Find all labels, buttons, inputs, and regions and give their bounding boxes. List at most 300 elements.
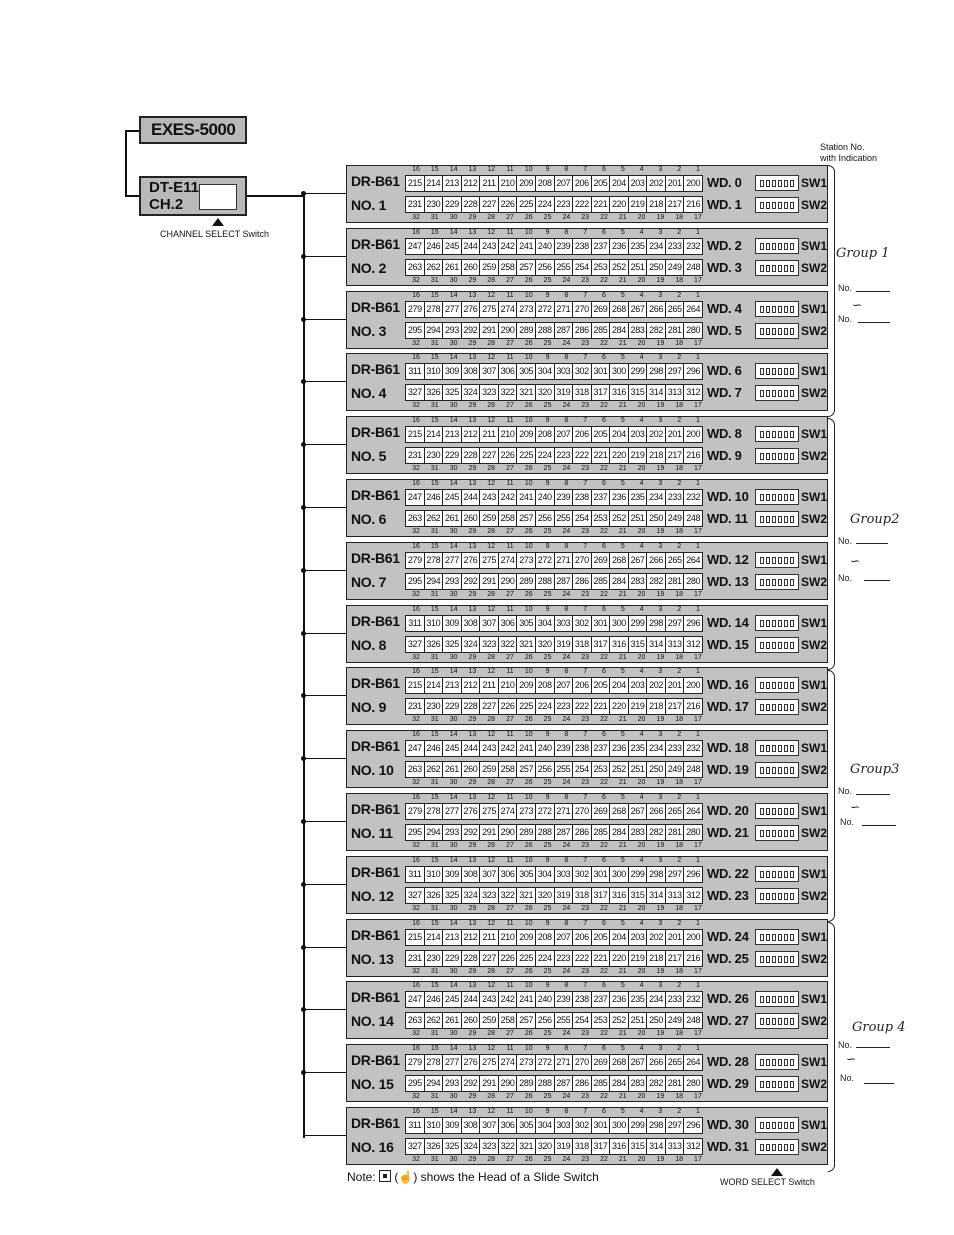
bit-numbers-top <box>407 292 707 300</box>
bit-numbers-bottom <box>407 1156 707 1164</box>
bus-branch-line <box>305 821 346 822</box>
bit-number: 20 <box>637 340 646 347</box>
address-cell: 317 <box>592 385 611 400</box>
address-cell: 243 <box>480 992 499 1007</box>
bit-number: 25 <box>543 716 552 723</box>
word-select-switch-2[interactable] <box>755 1139 799 1155</box>
bit-number: 3 <box>658 480 663 487</box>
bit-number: 3 <box>658 292 663 299</box>
bus-trunk-line <box>303 195 305 1138</box>
dip-slot <box>760 1081 764 1088</box>
address-cell: 240 <box>536 490 555 505</box>
bit-number: 2 <box>677 857 682 864</box>
address-cell: 324 <box>462 385 481 400</box>
address-cell: 291 <box>480 1076 499 1091</box>
word-select-switch-1[interactable] <box>755 175 799 191</box>
group3-range-mark: ∽ <box>850 800 861 814</box>
bit-number: 20 <box>637 528 646 535</box>
bit-number: 2 <box>677 982 682 989</box>
address-cell: 200 <box>686 680 701 690</box>
switch-label-1: SW1 <box>801 1055 828 1069</box>
dip-slot <box>790 265 794 272</box>
address-cell: 257 <box>517 511 536 526</box>
address-cell: 253 <box>592 762 611 777</box>
station-panel <box>346 667 828 725</box>
address-cell: 226 <box>499 699 518 714</box>
word-select-switch-2[interactable] <box>755 825 799 841</box>
address-cell: 230 <box>425 448 444 463</box>
bit-number: 25 <box>543 402 552 409</box>
address-cell: 206 <box>573 930 592 945</box>
address-cell: 223 <box>555 197 574 212</box>
word-select-switch-2[interactable] <box>755 385 799 401</box>
bit-number: 10 <box>524 543 533 550</box>
bit-number: 23 <box>581 277 590 284</box>
address-cell: 251 <box>629 260 648 275</box>
address-cell: 249 <box>666 260 685 275</box>
address-cell: 261 <box>443 260 462 275</box>
bit-numbers-top <box>407 920 707 928</box>
address-cell: 219 <box>629 951 648 966</box>
word-select-switch-2[interactable] <box>755 511 799 527</box>
dip-slot <box>772 956 776 963</box>
word-label-lower: WD. 11 <box>707 511 748 526</box>
bit-number: 5 <box>620 668 625 675</box>
address-cell: 269 <box>592 553 611 568</box>
word-select-switch-1[interactable] <box>755 866 799 882</box>
bit-number: 1 <box>696 668 700 675</box>
bit-number: 31 <box>430 905 439 912</box>
dip-slot <box>790 767 794 774</box>
bit-number: 23 <box>581 968 590 975</box>
bit-number: 17 <box>694 905 702 912</box>
bit-number: 2 <box>677 1108 682 1115</box>
dip-slot <box>772 1144 776 1151</box>
word-select-switch-1[interactable] <box>755 1117 799 1133</box>
dip-slot <box>778 1144 782 1151</box>
bus-junction-dot <box>301 568 306 573</box>
address-cell: 254 <box>573 762 592 777</box>
dip-slot <box>766 328 770 335</box>
address-cell: 313 <box>666 385 685 400</box>
bit-number: 31 <box>430 591 439 598</box>
bit-number: 18 <box>675 528 684 535</box>
word-label-upper: WD. 20 <box>707 803 749 818</box>
bus-junction-dot <box>301 693 306 698</box>
word-select-switch-1[interactable] <box>755 740 799 756</box>
dip-slot <box>784 808 788 815</box>
word-select-switch-1[interactable] <box>755 615 799 631</box>
station-panel <box>346 353 828 411</box>
bit-number: 28 <box>487 465 496 472</box>
dip-slot <box>778 431 782 438</box>
address-cell: 282 <box>647 323 666 338</box>
switch-label-2: SW2 <box>801 449 828 463</box>
dip-slot <box>784 704 788 711</box>
word-label-lower: WD. 23 <box>707 888 749 903</box>
station-number: NO. 13 <box>351 951 394 967</box>
address-cell: 265 <box>666 302 685 317</box>
group4-blank-start <box>856 1047 890 1048</box>
address-cell: 299 <box>629 364 648 379</box>
bit-number: 14 <box>449 606 458 613</box>
word-select-switch-1[interactable] <box>755 489 799 505</box>
bit-number: 5 <box>620 417 625 424</box>
address-cell: 289 <box>517 1076 536 1091</box>
bit-number: 6 <box>602 166 606 173</box>
address-cell: 250 <box>647 511 666 526</box>
bit-number: 8 <box>564 606 569 613</box>
dip-slot <box>790 1018 794 1025</box>
bit-number: 25 <box>543 1093 552 1100</box>
address-cell: 282 <box>647 574 666 589</box>
dip-slot <box>784 682 788 689</box>
address-cell: 263 <box>406 1013 425 1028</box>
bit-number: 25 <box>543 654 552 661</box>
address-cell: 319 <box>555 1139 574 1154</box>
bus-branch-line <box>305 256 346 257</box>
station-number: NO. 4 <box>351 385 387 401</box>
dip-slot <box>778 494 782 501</box>
bit-number: 14 <box>449 982 458 989</box>
dip-slot <box>766 431 770 438</box>
word-select-switch-1[interactable] <box>755 363 799 379</box>
word-select-switch-1[interactable] <box>755 238 799 254</box>
bit-number: 6 <box>602 1045 606 1052</box>
switch-label-2: SW2 <box>801 826 828 840</box>
bit-number: 8 <box>564 292 569 299</box>
bit-number: 5 <box>620 982 625 989</box>
bit-number: 9 <box>545 794 550 801</box>
bit-number: 27 <box>506 842 514 849</box>
dip-slot <box>778 390 782 397</box>
bit-number: 20 <box>637 968 646 975</box>
bit-number: 9 <box>545 1108 550 1115</box>
switch-label-1: SW1 <box>801 490 828 504</box>
word-select-switch-2[interactable] <box>755 1076 799 1092</box>
address-cell: 256 <box>536 762 555 777</box>
address-row-lower <box>405 1075 703 1092</box>
dip-slot <box>760 1018 764 1025</box>
bit-number: 1 <box>696 794 700 801</box>
word-label-upper: WD. 10 <box>707 489 749 504</box>
bit-number: 13 <box>468 668 477 675</box>
bit-number: 13 <box>468 1108 477 1115</box>
word-select-switch-2[interactable] <box>755 574 799 590</box>
address-cell: 241 <box>517 490 536 505</box>
group3-blank-start <box>856 794 890 795</box>
bit-number: 1 <box>696 480 700 487</box>
address-cell: 211 <box>480 930 499 945</box>
station-number: NO. 3 <box>351 323 387 339</box>
bit-number: 14 <box>449 1108 458 1115</box>
bit-number: 12 <box>487 857 496 864</box>
address-cell: 201 <box>666 427 685 442</box>
dip-slot <box>778 328 782 335</box>
address-cell: 302 <box>573 1118 592 1133</box>
bit-numbers-bottom <box>407 968 707 976</box>
address-cell: 261 <box>443 511 462 526</box>
group3-no-label2: No. <box>840 817 855 827</box>
bit-number: 22 <box>600 528 608 535</box>
bit-number: 28 <box>487 214 496 221</box>
bit-number: 5 <box>620 857 625 864</box>
bit-number: 4 <box>639 606 644 613</box>
address-cell: 313 <box>666 888 685 903</box>
address-cell: 276 <box>462 553 481 568</box>
dip-slot <box>772 431 776 438</box>
bit-number: 5 <box>620 731 625 738</box>
address-cell: 311 <box>406 867 425 882</box>
bit-number: 25 <box>543 1156 552 1163</box>
address-row-lower <box>405 1012 703 1029</box>
address-cell: 311 <box>406 616 425 631</box>
group2-no-label: No. <box>838 536 853 546</box>
dip-slot <box>772 934 776 941</box>
address-cell: 248 <box>686 764 701 774</box>
word-select-switch-2[interactable] <box>755 951 799 967</box>
bit-number: 26 <box>524 214 533 221</box>
address-cell: 299 <box>629 1118 648 1133</box>
dip-slot <box>760 808 764 815</box>
bit-number: 29 <box>468 905 477 912</box>
dip-slot <box>784 431 788 438</box>
address-cell: 311 <box>406 1118 425 1133</box>
bit-number: 21 <box>618 214 627 221</box>
address-cell: 295 <box>406 825 425 840</box>
bit-number: 10 <box>524 354 533 361</box>
bit-number: 23 <box>581 340 590 347</box>
bit-number: 31 <box>430 277 439 284</box>
address-cell: 310 <box>425 1118 444 1133</box>
bit-number: 15 <box>430 292 439 299</box>
bit-number: 31 <box>430 654 439 661</box>
bit-number: 8 <box>564 354 569 361</box>
address-cell: 315 <box>629 888 648 903</box>
address-cell: 312 <box>686 387 701 397</box>
bit-number: 32 <box>412 277 420 284</box>
bit-number: 24 <box>562 591 571 598</box>
bit-number: 20 <box>637 465 646 472</box>
bit-number: 22 <box>600 842 608 849</box>
channel-select-switch-icon <box>199 184 237 210</box>
address-cell: 299 <box>629 867 648 882</box>
address-cell: 266 <box>647 553 666 568</box>
address-cell: 273 <box>517 553 536 568</box>
address-cell: 326 <box>425 385 444 400</box>
bit-number: 32 <box>412 968 420 975</box>
address-cell: 263 <box>406 260 425 275</box>
bit-number: 9 <box>545 606 550 613</box>
word-select-switch-1[interactable] <box>755 803 799 819</box>
address-cell: 294 <box>425 825 444 840</box>
bit-number: 18 <box>675 905 684 912</box>
word-select-switch-1[interactable] <box>755 426 799 442</box>
dip-slot <box>784 745 788 752</box>
address-cell: 236 <box>610 741 629 756</box>
word-select-switch-2[interactable] <box>755 1013 799 1029</box>
word-select-switch-1[interactable] <box>755 991 799 1007</box>
address-row-upper <box>405 929 703 946</box>
address-cell: 209 <box>517 678 536 693</box>
bit-number: 2 <box>677 606 682 613</box>
bit-number: 26 <box>524 528 533 535</box>
bit-number: 9 <box>545 354 550 361</box>
bit-number: 4 <box>639 794 644 801</box>
bit-number: 7 <box>583 794 588 801</box>
word-select-switch-1[interactable] <box>755 301 799 317</box>
bit-number: 20 <box>637 654 646 661</box>
address-cell: 256 <box>536 260 555 275</box>
dip-slot <box>760 956 764 963</box>
bit-number: 25 <box>543 968 552 975</box>
dte-channel-label: CH.2 <box>149 196 184 213</box>
word-label-lower: WD. 15 <box>707 637 749 652</box>
bit-number: 4 <box>639 480 644 487</box>
dip-slot <box>772 682 776 689</box>
station-panel <box>346 228 828 286</box>
address-cell: 304 <box>536 867 555 882</box>
bit-number: 27 <box>506 214 514 221</box>
station-panel <box>346 1044 828 1102</box>
bit-number: 18 <box>675 402 684 409</box>
address-cell: 283 <box>629 574 648 589</box>
address-cell: 221 <box>592 699 611 714</box>
bit-number: 11 <box>506 668 514 675</box>
address-cell: 317 <box>592 888 611 903</box>
address-cell: 268 <box>610 1055 629 1070</box>
bit-number: 17 <box>694 465 702 472</box>
bit-number: 11 <box>506 543 514 550</box>
dip-slot <box>766 368 770 375</box>
address-cell: 260 <box>462 260 481 275</box>
address-row-lower <box>405 636 703 653</box>
bit-number: 9 <box>545 982 550 989</box>
word-label-upper: WD. 22 <box>707 866 749 881</box>
dip-slot <box>772 767 776 774</box>
bit-number: 18 <box>675 1156 684 1163</box>
bit-numbers-top <box>407 417 707 425</box>
word-select-switch-2[interactable] <box>755 260 799 276</box>
address-cell: 316 <box>610 888 629 903</box>
bit-number: 22 <box>600 716 608 723</box>
word-select-switch-1[interactable] <box>755 929 799 945</box>
bit-number: 12 <box>487 1045 496 1052</box>
bit-number: 12 <box>487 920 496 927</box>
bit-number: 18 <box>675 591 684 598</box>
address-cell: 298 <box>647 867 666 882</box>
dip-slot <box>766 1018 770 1025</box>
bit-number: 32 <box>412 1030 420 1037</box>
address-cell: 315 <box>629 637 648 652</box>
dip-slot <box>778 579 782 586</box>
address-cell: 212 <box>462 427 481 442</box>
bit-number: 8 <box>564 480 569 487</box>
bit-number: 31 <box>430 1093 439 1100</box>
address-cell: 279 <box>406 1055 425 1070</box>
dip-slot <box>772 745 776 752</box>
bit-number: 6 <box>602 982 606 989</box>
bit-number: 24 <box>562 528 571 535</box>
bit-number: 8 <box>564 731 569 738</box>
address-cell: 230 <box>425 951 444 966</box>
bit-number: 21 <box>618 654 627 661</box>
dip-slot <box>790 996 794 1003</box>
bit-number: 28 <box>487 402 496 409</box>
bit-number: 24 <box>562 905 571 912</box>
bit-number: 24 <box>562 968 571 975</box>
word-select-switch-1[interactable] <box>755 552 799 568</box>
dip-slot <box>760 368 764 375</box>
bit-number: 12 <box>487 731 496 738</box>
address-row-lower <box>405 887 703 904</box>
bit-number: 21 <box>618 528 627 535</box>
dip-slot <box>760 202 764 209</box>
address-cell: 205 <box>592 930 611 945</box>
address-cell: 306 <box>499 1118 518 1133</box>
bit-number: 13 <box>468 606 477 613</box>
dip-slot <box>760 767 764 774</box>
address-cell: 207 <box>555 427 574 442</box>
bit-number: 5 <box>620 920 625 927</box>
address-cell: 279 <box>406 804 425 819</box>
word-select-switch-2[interactable] <box>755 699 799 715</box>
bit-number: 15 <box>430 1108 439 1115</box>
dip-slot <box>766 243 770 250</box>
word-select-switch-2[interactable] <box>755 888 799 904</box>
address-cell: 219 <box>629 699 648 714</box>
bit-number: 22 <box>600 465 608 472</box>
address-cell: 221 <box>592 951 611 966</box>
bit-number: 22 <box>600 779 608 786</box>
dip-slot <box>790 682 794 689</box>
address-cell: 293 <box>443 574 462 589</box>
bit-number: 12 <box>487 166 496 173</box>
address-cell: 234 <box>647 490 666 505</box>
bus-branch-line <box>305 381 346 382</box>
dip-slot <box>760 180 764 187</box>
dt-e11-unit <box>139 176 247 216</box>
bit-number: 2 <box>677 668 682 675</box>
dip-slot <box>784 453 788 460</box>
word-select-switch-1[interactable] <box>755 1054 799 1070</box>
dip-slot <box>760 830 764 837</box>
word-select-switch-2[interactable] <box>755 762 799 778</box>
bit-number: 30 <box>449 214 458 221</box>
group1-label: Group 1 <box>836 246 890 261</box>
word-select-switch-2[interactable] <box>755 197 799 213</box>
bit-number: 31 <box>430 340 439 347</box>
address-cell: 204 <box>610 427 629 442</box>
address-cell: 267 <box>629 804 648 819</box>
address-row-upper <box>405 866 703 883</box>
bit-number: 3 <box>658 982 663 989</box>
address-row-lower <box>405 761 703 778</box>
bit-number: 2 <box>677 794 682 801</box>
bit-number: 8 <box>564 1108 569 1115</box>
bit-number: 4 <box>639 166 644 173</box>
address-cell: 285 <box>592 323 611 338</box>
address-cell: 233 <box>666 992 685 1007</box>
dip-slot <box>790 745 794 752</box>
address-cell: 279 <box>406 553 425 568</box>
bit-number: 21 <box>618 402 627 409</box>
word-select-switch-2[interactable] <box>755 637 799 653</box>
word-select-switch-1[interactable] <box>755 677 799 693</box>
dip-slot <box>778 808 782 815</box>
word-select-switch-2[interactable] <box>755 448 799 464</box>
word-select-switch-2[interactable] <box>755 323 799 339</box>
